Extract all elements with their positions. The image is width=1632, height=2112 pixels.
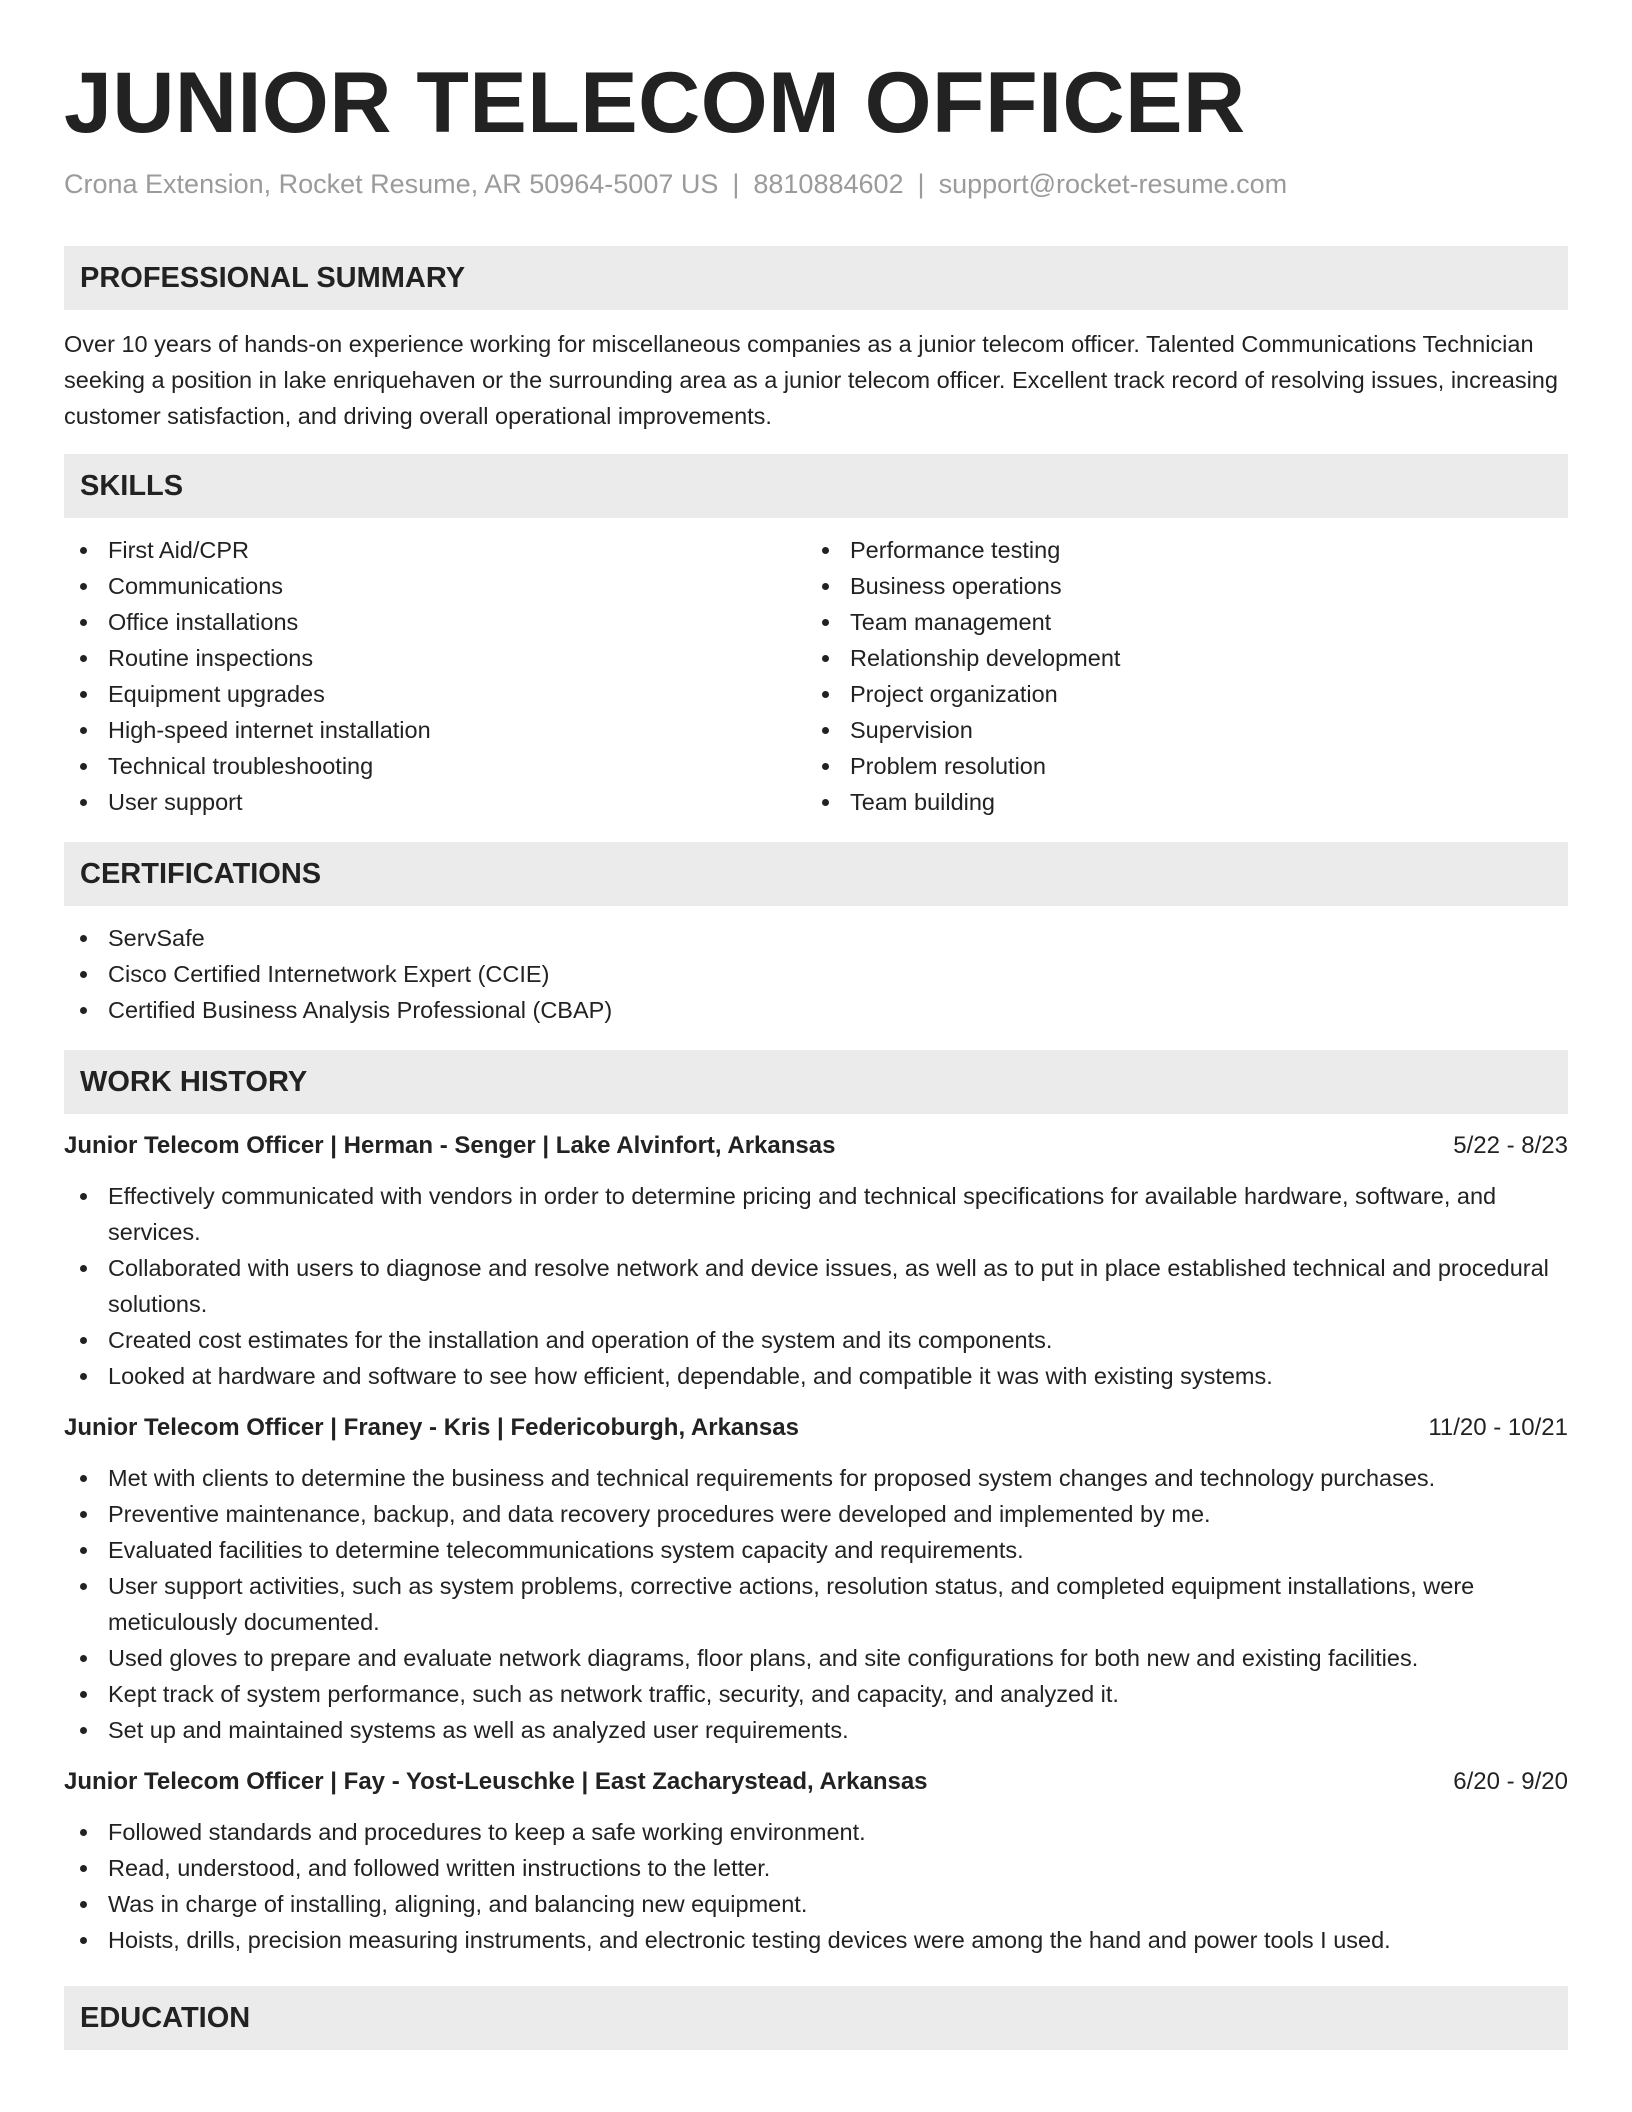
skills-column-right bbox=[806, 532, 1548, 820]
certifications-heading: CERTIFICATIONS bbox=[64, 842, 1568, 906]
skill-item: Performance testing bbox=[806, 532, 1548, 568]
skill-item: Routine inspections bbox=[64, 640, 806, 676]
job-header bbox=[64, 1410, 1568, 1446]
job-bullets bbox=[64, 1814, 1568, 1958]
job-bullet: Looked at hardware and software to see how efficient, dependable, and compatible it was with existing systems. bbox=[64, 1358, 1568, 1394]
skill-item: Supervision bbox=[806, 712, 1548, 748]
job-bullet: Used gloves to prepare and evaluate network diagrams, floor plans, and site configurations for both new and existing facilities. bbox=[64, 1640, 1568, 1676]
job-dates: 11/20 - 10/21 bbox=[1428, 1414, 1568, 1441]
job-bullet: Evaluated facilities to determine telecommunications system capacity and requirements. bbox=[64, 1532, 1568, 1568]
skills-list bbox=[64, 532, 1568, 820]
job-dates: 5/22 - 8/23 bbox=[1453, 1132, 1568, 1159]
job-bullet: Met with clients to determine the business and technical requirements for proposed system changes and technology purchases. bbox=[64, 1460, 1568, 1496]
skill-item: Office installations bbox=[64, 604, 806, 640]
skills-heading: SKILLS bbox=[64, 454, 1568, 518]
job-bullet: Kept track of system performance, such as network traffic, security, and capacity, and analyzed it. bbox=[64, 1676, 1568, 1712]
certifications-list bbox=[64, 920, 1568, 1028]
contact-separator: | bbox=[732, 169, 740, 199]
contact-line bbox=[64, 168, 1568, 208]
contact-email[interactable]: support@rocket-resume.com bbox=[938, 169, 1288, 199]
summary-text: Over 10 years of hands-on experience working for miscellaneous companies as a junior telecom officer. Talented Communications Technician seeking a position in lake enriquehaven or the surrounding area as a junior telecom officer. Excellent track record of resolving issues, increasing customer satisfaction, and driving overall operational improvements. bbox=[64, 331, 1558, 429]
skill-item: High-speed internet installation bbox=[64, 712, 806, 748]
job-bullet: User support activities, such as system problems, corrective actions, resolution status, and completed equipment installations, were meticulously documented. bbox=[64, 1568, 1568, 1640]
job-bullet: Effectively communicated with vendors in order to determine pricing and technical specifications for available hardware, software, and services. bbox=[64, 1178, 1568, 1250]
resume-title: JUNIOR TELECOM OFFICER bbox=[64, 55, 1246, 151]
contact-address: Crona Extension, Rocket Resume, AR 50964-5007 US bbox=[64, 169, 719, 199]
skill-item: Team building bbox=[806, 784, 1548, 820]
skill-item: Relationship development bbox=[806, 640, 1548, 676]
job-bullet: Was in charge of installing, aligning, and balancing new equipment. bbox=[64, 1886, 1568, 1922]
skill-item: Communications bbox=[64, 568, 806, 604]
job-bullet: Followed standards and procedures to keep a safe working environment. bbox=[64, 1814, 1568, 1850]
skill-item: First Aid/CPR bbox=[64, 532, 806, 568]
work-history-heading: WORK HISTORY bbox=[64, 1050, 1568, 1114]
certification-item: Cisco Certified Internetwork Expert (CCIE) bbox=[64, 956, 1568, 992]
certification-item: ServSafe bbox=[64, 920, 1568, 956]
skill-item: Technical troubleshooting bbox=[64, 748, 806, 784]
skill-item: Equipment upgrades bbox=[64, 676, 806, 712]
job-entry bbox=[64, 1410, 1568, 1748]
skill-item: Team management bbox=[806, 604, 1548, 640]
job-bullet: Set up and maintained systems as well as analyzed user requirements. bbox=[64, 1712, 1568, 1748]
skill-item: User support bbox=[64, 784, 806, 820]
job-dates: 6/20 - 9/20 bbox=[1453, 1768, 1568, 1795]
job-bullets bbox=[64, 1178, 1568, 1394]
job-header bbox=[64, 1128, 1568, 1164]
education-heading: EDUCATION bbox=[64, 1986, 1568, 2050]
job-bullet: Preventive maintenance, backup, and data recovery procedures were developed and implemented by me. bbox=[64, 1496, 1568, 1532]
skill-item: Business operations bbox=[806, 568, 1548, 604]
skills-column-left bbox=[64, 532, 806, 820]
contact-phone: 8810884602 bbox=[753, 169, 904, 199]
job-title: Junior Telecom Officer | Franey - Kris | Federicoburgh, Arkansas bbox=[64, 1414, 799, 1441]
job-bullet: Read, understood, and followed written instructions to the letter. bbox=[64, 1850, 1568, 1886]
job-entry bbox=[64, 1764, 1568, 1958]
resume-page bbox=[64, 52, 1568, 2050]
job-bullet: Collaborated with users to diagnose and resolve network and device issues, as well as to put in place established technical and procedural solutions. bbox=[64, 1250, 1568, 1322]
skill-item: Project organization bbox=[806, 676, 1548, 712]
job-bullet: Hoists, drills, precision measuring instruments, and electronic testing devices were among the hand and power tools I used. bbox=[64, 1922, 1568, 1958]
job-title: Junior Telecom Officer | Herman - Senger | Lake Alvinfort, Arkansas bbox=[64, 1132, 836, 1159]
summary-heading: PROFESSIONAL SUMMARY bbox=[64, 246, 1568, 310]
job-header bbox=[64, 1764, 1568, 1800]
job-bullets bbox=[64, 1460, 1568, 1748]
certification-item: Certified Business Analysis Professional (CBAP) bbox=[64, 992, 1568, 1028]
contact-separator: | bbox=[917, 169, 925, 199]
job-bullet: Created cost estimates for the installation and operation of the system and its components. bbox=[64, 1322, 1568, 1358]
job-title: Junior Telecom Officer | Fay - Yost-Leuschke | East Zacharystead, Arkansas bbox=[64, 1768, 928, 1795]
skill-item: Problem resolution bbox=[806, 748, 1548, 784]
job-entry bbox=[64, 1128, 1568, 1394]
